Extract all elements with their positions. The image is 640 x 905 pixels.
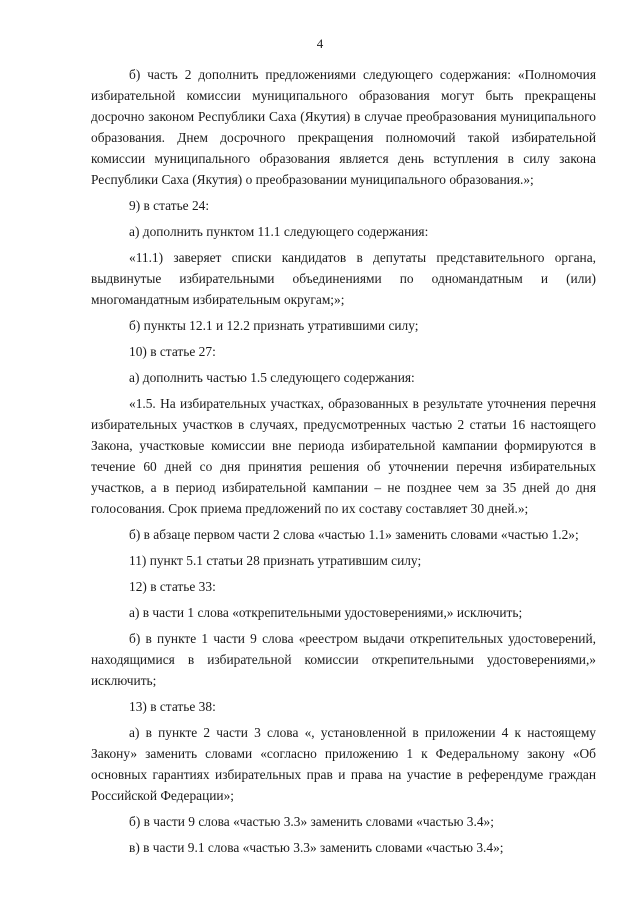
paragraph-33-part-1: а) в части 1 слова «открепительными удостоверениями,» исключить; [129, 605, 523, 620]
paragraph-38-part-9-1: в) в части 9.1 слова «частью 3.3» заменить словами «частью 3.4»; [129, 840, 504, 855]
document-body [91, 64, 596, 863]
paragraph-38-part-3: а) в пункте 2 части 3 слова «, установленной в приложении 4 к настоящему Закону» заменить словами «согласно приложению 1 к Федеральному закону «Об основных гарантиях избирательных прав и права на участие в референдуме граждан Российской Федерации»; [91, 725, 596, 803]
paragraph-part2-supplement: б) часть 2 дополнить предложениями следующего содержания: «Полномочия избирательной комиссии муниципального образования могут быть прекращены досрочно законом Республики Саха (Якутия) в случае преобразования муниципального образования. Днем досрочного прекращения полномочий такой избирательной комиссии муниципального образования является день вступления в силу закона Республики Саха (Якутия) о преобразовании муниципального образования.»; [91, 67, 596, 187]
paragraph-add-part-1-5: а) дополнить частью 1.5 следующего содержания: [129, 370, 415, 385]
page-number: 4 [316, 36, 324, 51]
paragraph-part-1-5-text: «1.5. На избирательных участках, образованных в результате уточнения перечня избирательных участков в случаях, предусмотренных частью 2 статьи 16 настоящего Закона, участковые комиссии вне периода избирательной кампании формируются в течение 60 дней со дня принятия решения об уточнении перечня избирательных участков, а в период избирательной кампании – не позднее чем за 35 дней до дня голосования. Срок приема предложений по их составу составляет 30 дней.»; [91, 396, 596, 516]
paragraph-article-27: 10) в статье 27: [129, 344, 216, 359]
paragraph-add-item-11-1: а) дополнить пунктом 11.1 следующего содержания: [129, 224, 429, 239]
paragraph-article-28: 11) пункт 5.1 статьи 28 признать утратившим силу; [129, 553, 422, 568]
paragraph-item-11-1-text: «11.1) заверяет списки кандидатов в депутаты представительного органа, выдвинутые избирательными объединениями по одномандатным и (или) многомандатным избирательным округам;»; [91, 250, 596, 307]
paragraph-33-part-9: б) в пункте 1 части 9 слова «реестром выдачи открепительных удостоверений, находящимися в избирательной комиссии открепительными удостоверениями,» исключить; [91, 631, 596, 688]
paragraph-items-12-1-12-2: б) пункты 12.1 и 12.2 признать утратившими силу; [129, 318, 419, 333]
paragraph-article-38: 13) в статье 38: [129, 699, 216, 714]
paragraph-38-part-9: б) в части 9 слова «частью 3.3» заменить словами «частью 3.4»; [129, 814, 494, 829]
paragraph-part-2-replace: б) в абзаце первом части 2 слова «частью 1.1» заменить словами «частью 1.2»; [129, 527, 579, 542]
paragraph-article-33: 12) в статье 33: [129, 579, 216, 594]
paragraph-article-24: 9) в статье 24: [129, 198, 210, 213]
